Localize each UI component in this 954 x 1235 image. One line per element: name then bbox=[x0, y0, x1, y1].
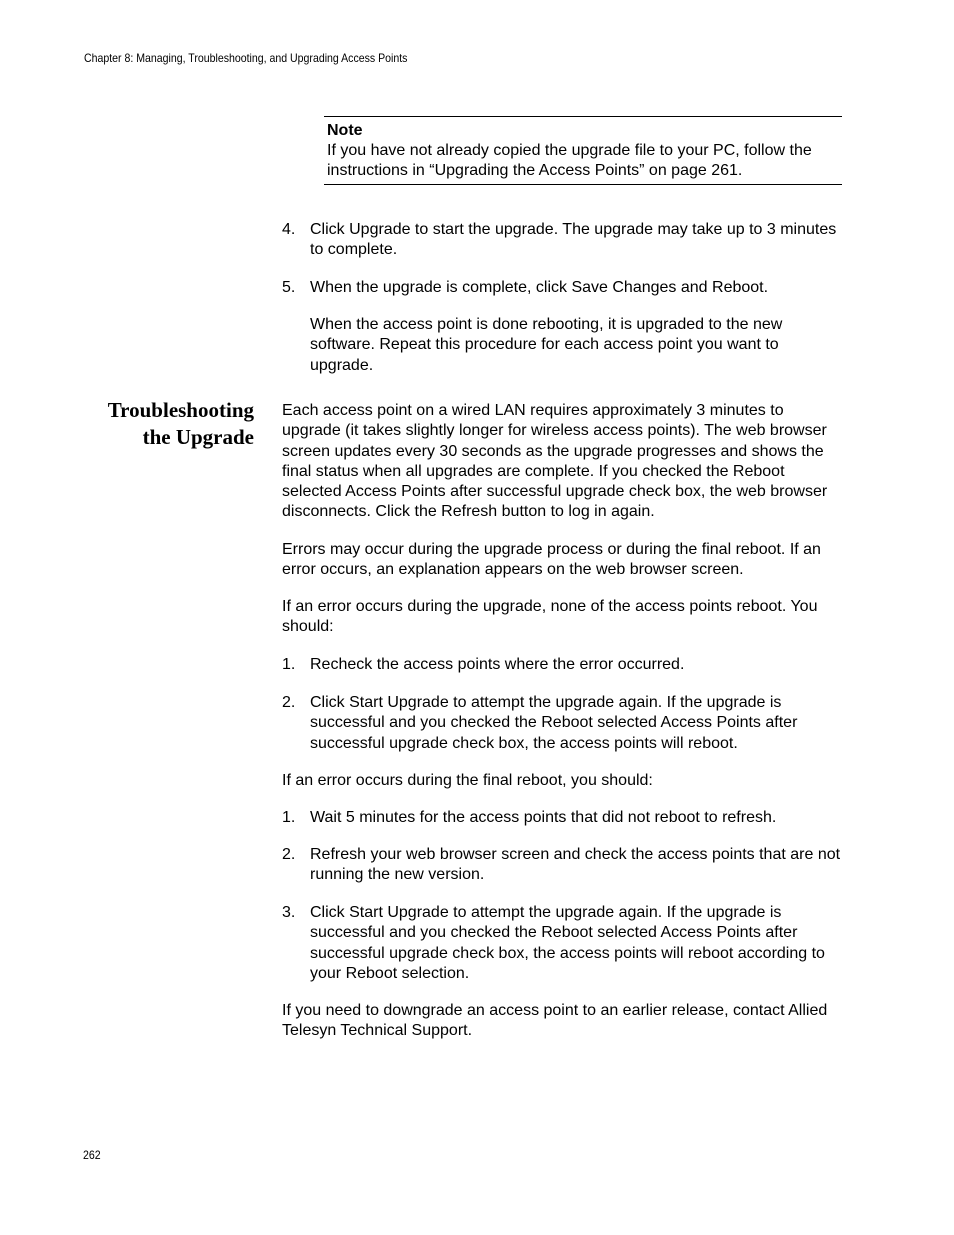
paragraph: When the access point is done rebooting, it is upgraded to the new software. Repeat this procedure for each access point you want to upgrade. bbox=[310, 316, 783, 374]
step-number: 4. bbox=[282, 221, 296, 238]
step-text: Recheck the access points where the error occurred. bbox=[310, 656, 685, 673]
step-text: When the upgrade is complete, click Save Changes and Reboot. bbox=[310, 279, 769, 296]
paragraph: Errors may occur during the upgrade process or during the final reboot. If an error occurs, an explanation appears on the web browser screen. bbox=[282, 541, 821, 579]
note-text: If you have not already copied the upgrade file to your PC, follow the instructions in “Upgrading the Access Points” on page 261. bbox=[327, 142, 812, 179]
step-number: 5. bbox=[282, 279, 296, 296]
step-number: 1. bbox=[282, 656, 296, 673]
step-number: 3. bbox=[282, 904, 296, 921]
section-heading-line: Troubleshooting bbox=[107, 398, 254, 422]
step-number: 2. bbox=[282, 694, 296, 711]
step-text: Click Upgrade to start the upgrade. The upgrade may take up to 3 minutes to complete. bbox=[310, 221, 837, 259]
section-heading-line: the Upgrade bbox=[142, 425, 254, 449]
note-box bbox=[324, 116, 842, 185]
step-text: Click Start Upgrade to attempt the upgrade again. If the upgrade is successful and you checked the Reboot selected Access Points after successful upgrade check box, the access points will reboot. bbox=[310, 694, 798, 752]
note-title: Note bbox=[327, 122, 363, 139]
step-text: Click Start Upgrade to attempt the upgrade again. If the upgrade is successful and you checked the Reboot selected Access Points after successful upgrade check box, the access points will reboot according to your Reboot selection. bbox=[310, 904, 825, 982]
paragraph: If you need to downgrade an access point to an earlier release, contact Allied Telesyn Technical Support. bbox=[282, 1002, 828, 1040]
paragraph: Each access point on a wired LAN requires approximately 3 minutes to upgrade (it takes slightly longer for wireless access points). The web browser screen updates every 30 seconds as the upgrade progresses and shows the final status when all upgrades are complete. If you checked the Reboot selected Access Points after successful upgrade check box, the web browser disconnects. Click the Refresh button to log in again. bbox=[282, 402, 828, 521]
step-text: Wait 5 minutes for the access points that did not reboot to refresh. bbox=[310, 809, 777, 826]
paragraph: If an error occurs during the final reboot, you should: bbox=[282, 772, 653, 789]
step-number: 2. bbox=[282, 846, 296, 863]
section-heading bbox=[108, 397, 254, 451]
paragraph: If an error occurs during the upgrade, none of the access points reboot. You should: bbox=[282, 598, 818, 636]
step-number: 1. bbox=[282, 809, 296, 826]
step-text: Refresh your web browser screen and check the access points that are not running the new version. bbox=[310, 846, 841, 884]
page-number: 262 bbox=[83, 1148, 101, 1162]
running-head: Chapter 8: Managing, Troubleshooting, and Upgrading Access Points bbox=[84, 51, 408, 65]
